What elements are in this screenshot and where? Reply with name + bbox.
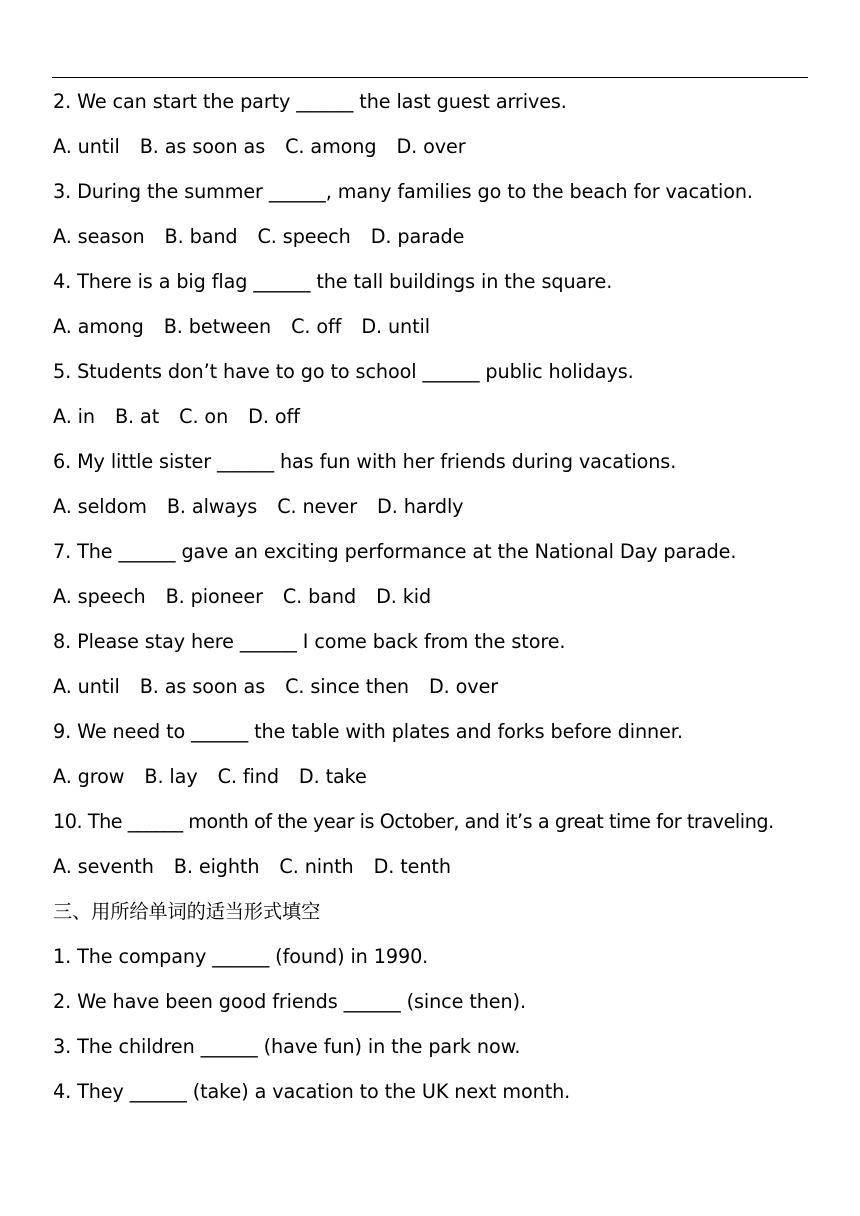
option: D. until [361,315,430,338]
option: B. as soon as [139,135,266,158]
question-stem: 6. My little sister ______ has fun with her friends during vacations. [53,450,677,473]
question-options [53,583,813,628]
option: A. until [53,135,120,158]
option: B. band [164,225,238,248]
option: D. tenth [373,855,451,878]
header-rule [52,77,808,78]
option: B. as soon as [139,675,266,698]
option: B. between [163,315,272,338]
question-options [53,133,813,178]
question-stem: 10. The ______ month of the year is October, and it’s a great time for traveling. [53,810,774,833]
question-stem: 5. Students don’t have to go to school ______ public holidays. [53,360,634,383]
option: D. over [396,135,466,158]
option: B. eighth [173,855,260,878]
fill-in-item: 3. The children ______ (have fun) in the park now. [53,1035,521,1058]
fill-in-item: 2. We have been good friends ______ (since then). [53,990,526,1013]
option: A. in [53,405,95,428]
question-stem: 3. During the summer ______, many families go to the beach for vacation. [53,180,753,203]
option: C. on [179,405,229,428]
option: C. speech [257,225,351,248]
question-options [53,403,813,448]
option: D. kid [376,585,432,608]
option: A. among [53,315,144,338]
question-stem: 4. There is a big flag ______ the tall buildings in the square. [53,270,613,293]
section-heading: 三、用所给单词的适当形式填空 [53,900,321,923]
option: A. until [53,675,120,698]
question-stem: 7. The ______ gave an exciting performance at the National Day parade. [53,540,737,563]
option: A. seldom [53,495,147,518]
option: D. parade [370,225,465,248]
option: A. grow [53,765,125,788]
option: B. always [166,495,258,518]
option: C. find [217,765,279,788]
question-options [53,493,813,538]
question-stem: 2. We can start the party ______ the last guest arrives. [53,90,567,113]
option: A. season [53,225,145,248]
question-options [53,223,813,268]
question-stem: 9. We need to ______ the table with plates and forks before dinner. [53,720,683,743]
option: C. band [282,585,357,608]
option: C. among [285,135,377,158]
question-options [53,673,813,718]
option: B. pioneer [165,585,263,608]
option: D. over [429,675,499,698]
fill-in-item: 1. The company ______ (found) in 1990. [53,945,429,968]
option: B. at [114,405,160,428]
option: C. ninth [279,855,354,878]
option: D. take [298,765,367,788]
question-stem: 8. Please stay here ______ I come back from the store. [53,630,566,653]
question-options [53,763,813,808]
option: B. lay [144,765,198,788]
question-options [53,313,813,358]
option: C. never [277,495,358,518]
option: D. hardly [377,495,464,518]
option: A. speech [53,585,146,608]
option: A. seventh [53,855,154,878]
option: D. off [248,405,300,428]
fill-in-item: 4. They ______ (take) a vacation to the UK next month. [53,1080,571,1103]
option: C. off [291,315,342,338]
question-options [53,853,813,898]
option: C. since then [285,675,409,698]
exercise-content [53,88,813,1123]
